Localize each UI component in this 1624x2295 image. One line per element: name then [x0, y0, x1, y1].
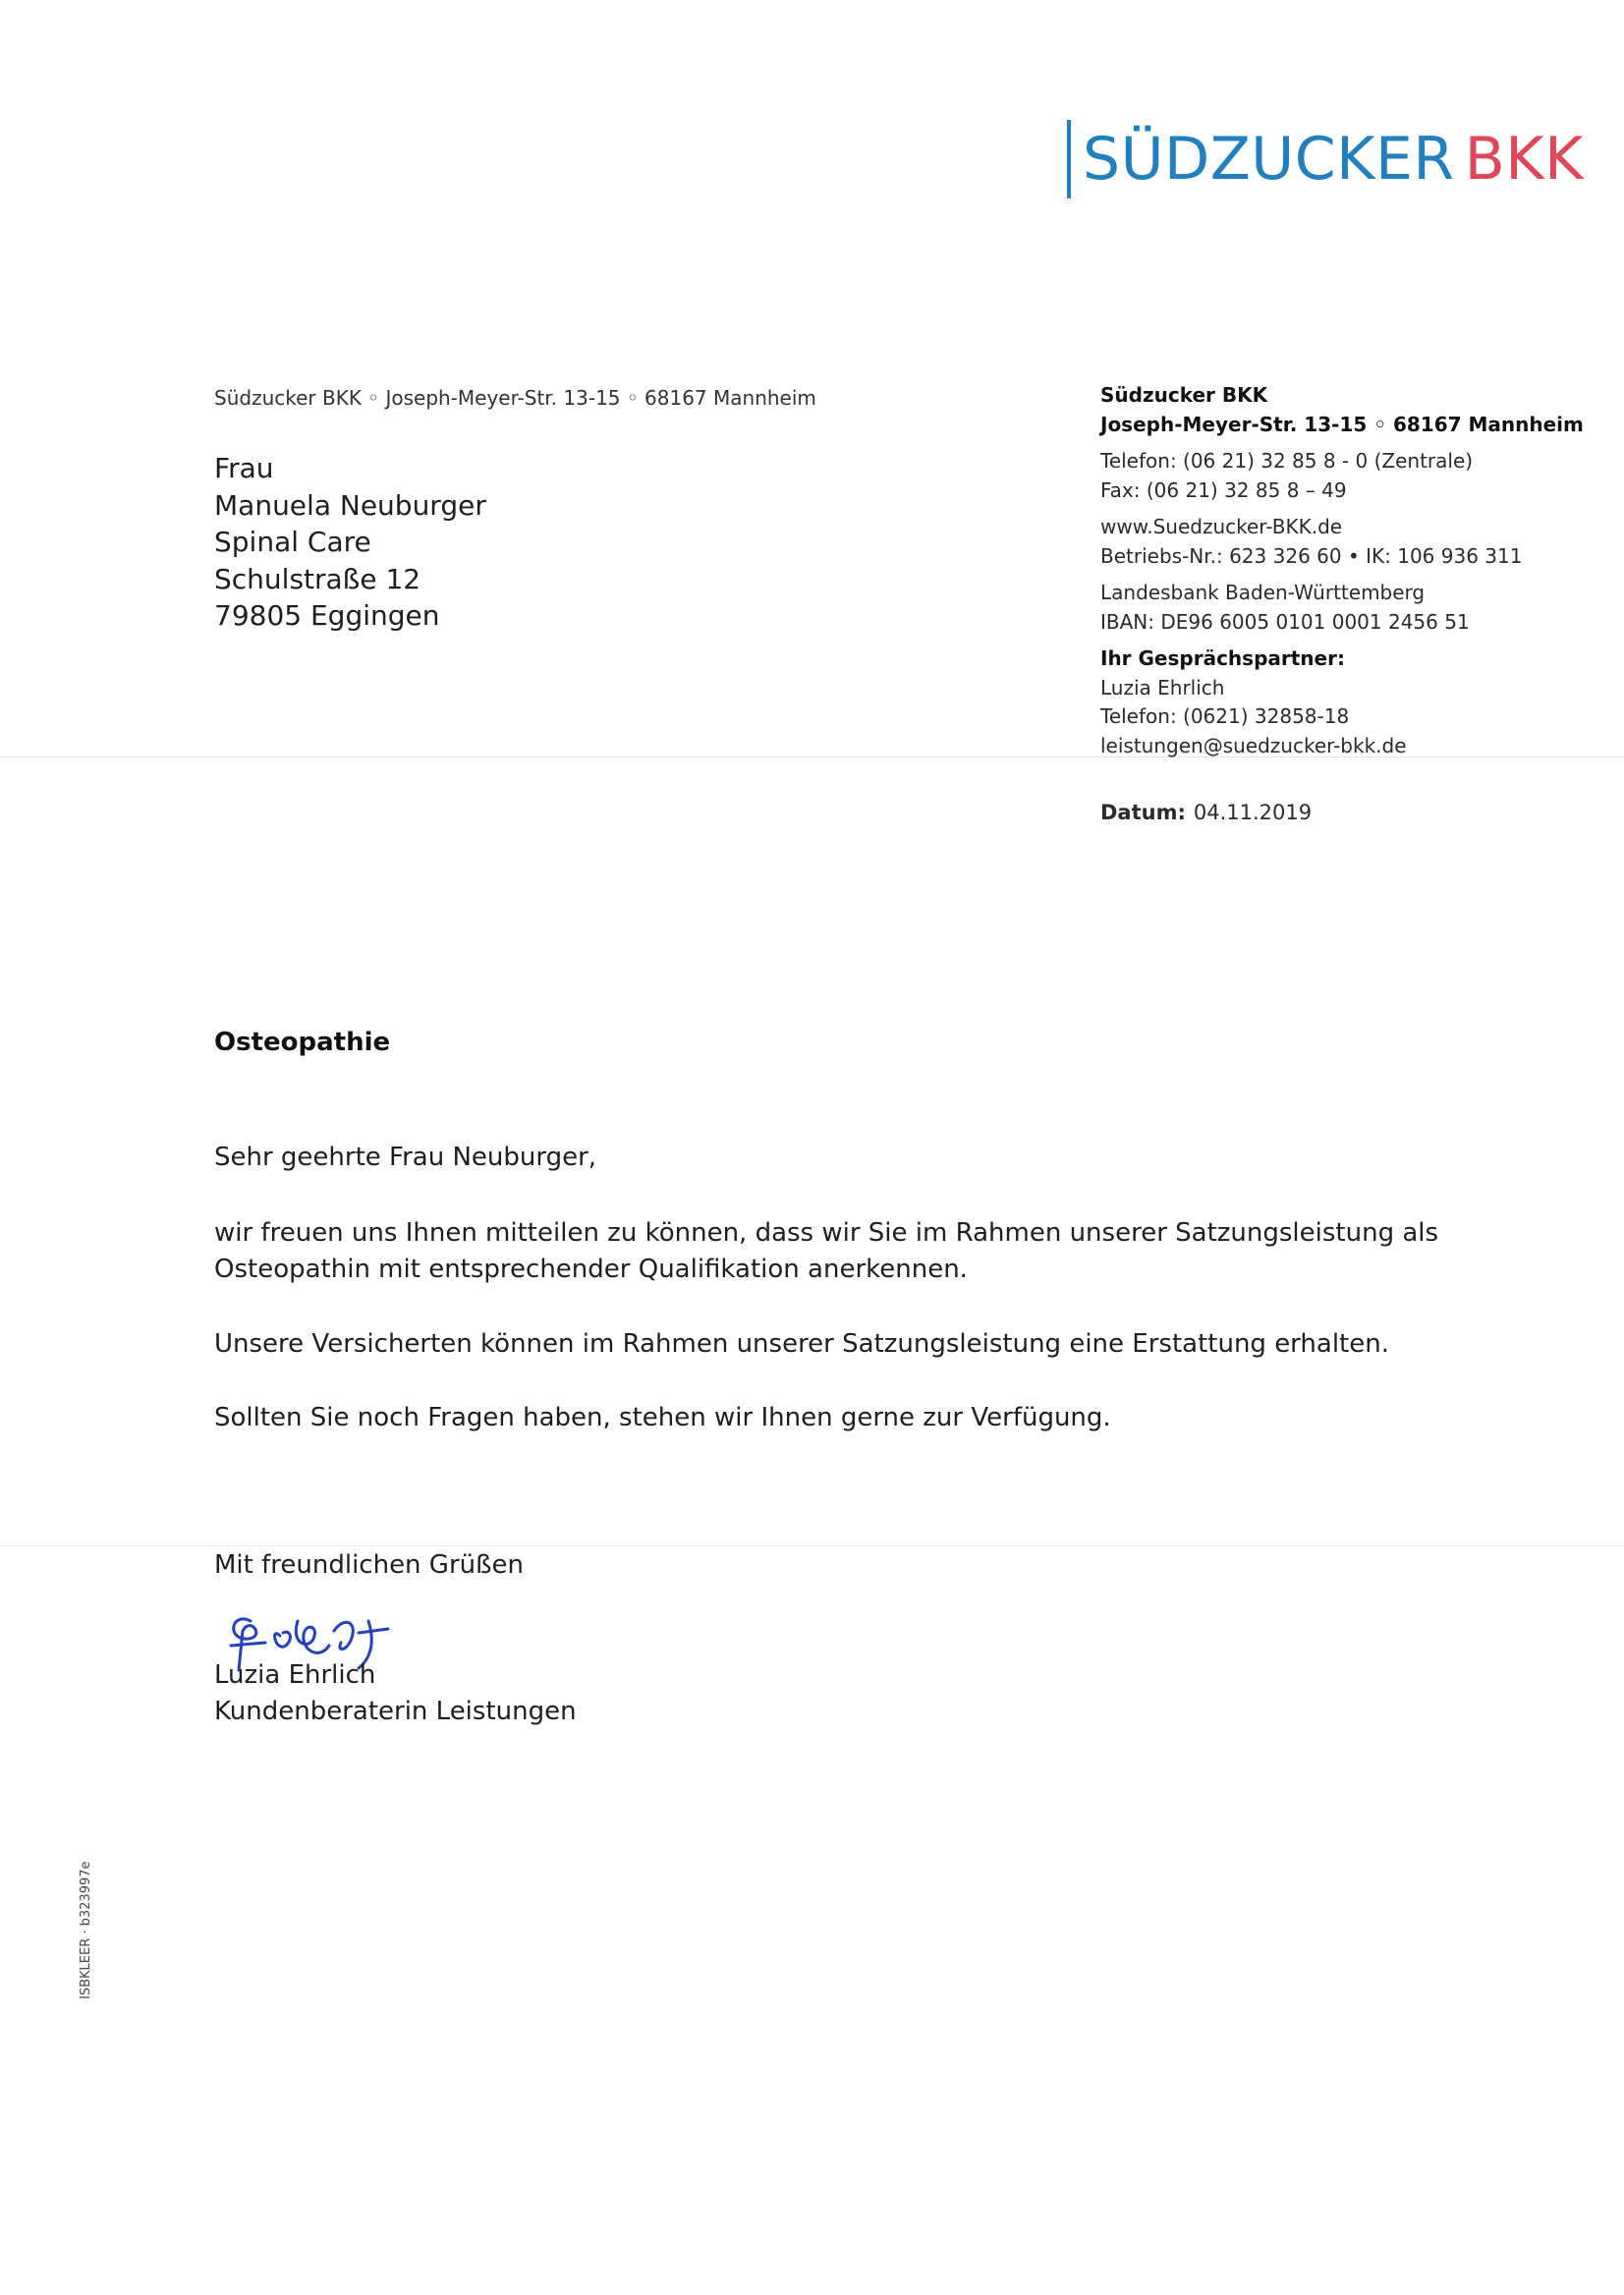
paragraph-3: Sollten Sie noch Fragen haben, stehen wir Ihnen gerne zur Verfügung.	[214, 1403, 1111, 1432]
letter-subject: Osteopathie	[214, 1028, 391, 1057]
date-label: Datum:	[1100, 801, 1186, 824]
sender-name: Südzucker BKK	[1100, 383, 1268, 407]
contact-name: Luzia Ehrlich	[1100, 675, 1225, 700]
paragraph-1	[214, 1215, 1438, 1288]
closing: Mit freundlichen Grüßen	[214, 1550, 524, 1580]
company-logo	[1067, 120, 1584, 198]
sender-ids: Betriebs-Nr.: 623 326 60 • IK: 106 936 311	[1100, 543, 1523, 568]
sender-fax: Fax: (06 21) 32 85 8 – 49	[1100, 477, 1347, 502]
scan-line-2	[0, 1545, 1624, 1546]
recipient-address	[214, 450, 486, 635]
letter-date	[1100, 801, 1312, 824]
sender-address: Joseph-Meyer-Str. 13-15 ◦ 68167 Mannheim	[1100, 412, 1584, 436]
side-print-code: ISBKLEER · b323997e	[79, 1861, 93, 1999]
recipient-salutation: Frau	[214, 452, 274, 484]
logo-text-secondary: BKK	[1464, 125, 1584, 194]
date-value: 04.11.2019	[1193, 801, 1313, 824]
recipient-city: 79805 Eggingen	[214, 599, 440, 632]
sender-phone: Telefon: (06 21) 32 85 8 - 0 (Zentrale)	[1100, 449, 1474, 473]
paragraph-1-line-2: Osteopathin mit entsprechender Qualifikation anerkennen.	[214, 1255, 968, 1284]
logo-bar	[1067, 120, 1071, 198]
sender-iban: IBAN: DE96 6005 0101 0001 2456 51	[1100, 609, 1470, 634]
sender-website: www.Suedzucker-BKK.de	[1100, 515, 1343, 538]
sender-bank: Landesbank Baden-Württemberg	[1100, 581, 1426, 604]
paragraph-2: Unsere Versicherten können im Rahmen unserer Satzungsleistung eine Erstattung erhalten.	[214, 1329, 1389, 1359]
contact-email: leistungen@suedzucker-bkk.de	[1100, 733, 1407, 757]
logo-text-primary: SÜDZUCKER	[1083, 125, 1455, 194]
contact-phone: Telefon: (0621) 32858-18	[1100, 704, 1350, 728]
signatory-role: Kundenberaterin Leistungen	[214, 1697, 577, 1726]
contact-label: Ihr Gesprächspartner:	[1100, 646, 1345, 670]
recipient-street: Schulstraße 12	[214, 562, 421, 595]
recipient-company: Spinal Care	[214, 526, 371, 558]
sender-info	[1100, 381, 1584, 760]
recipient-name: Manuela Neuburger	[214, 488, 486, 522]
salutation: Sehr geehrte Frau Neuburger,	[214, 1143, 597, 1172]
signatory-name: Luzia Ehrlich	[214, 1660, 376, 1690]
logo-text	[1083, 120, 1584, 198]
paragraph-1-line-1: wir freuen uns Ihnen mitteilen zu können, dass wir Sie im Rahmen unserer Satzungsleistung als	[214, 1218, 1439, 1248]
return-address: Südzucker BKK ◦ Joseph-Meyer-Str. 13-15 ◦ 68167 Mannheim	[214, 386, 816, 410]
